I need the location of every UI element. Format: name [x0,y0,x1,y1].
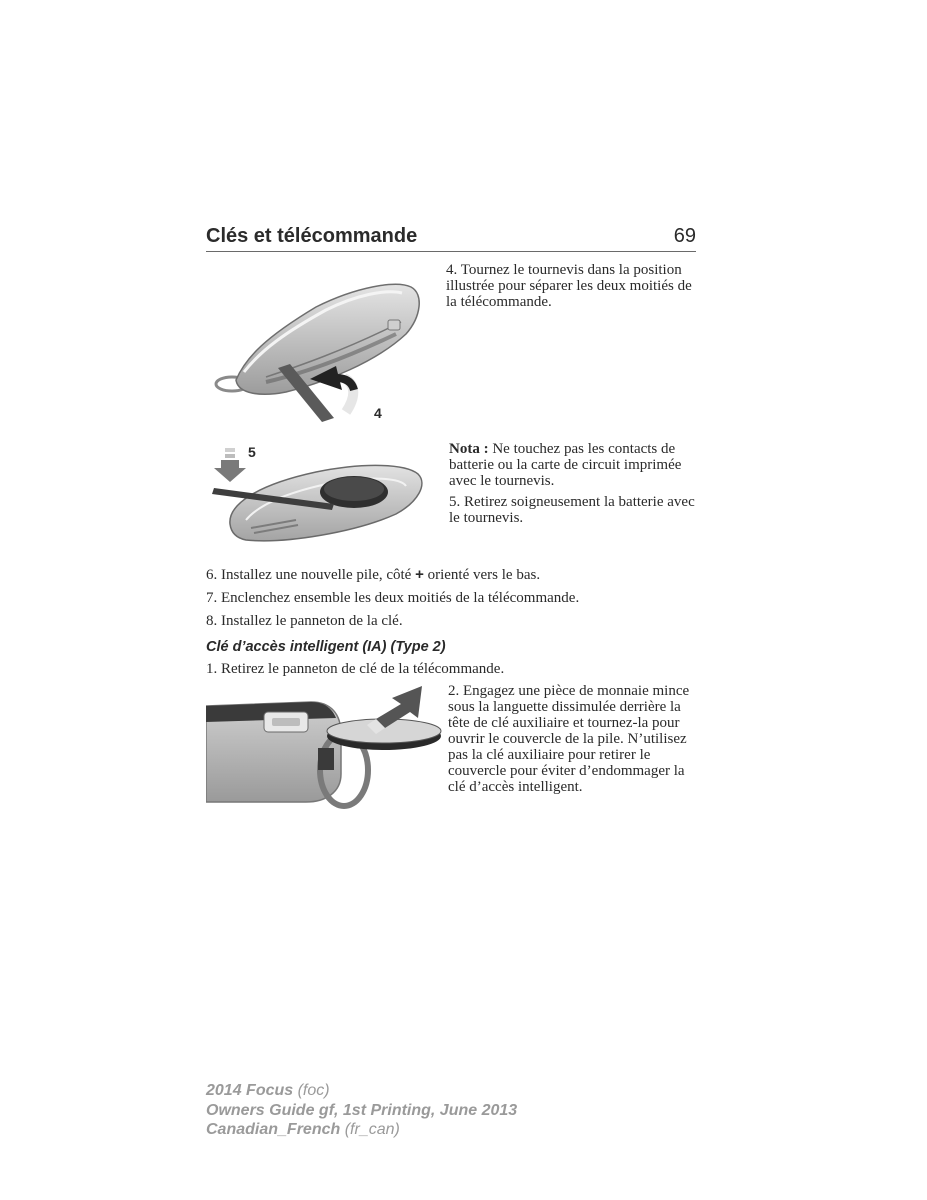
step-6-text [206,566,696,584]
step-5-text: 5. Retirez soigneusement la batterie avec le tournevis. [449,494,695,526]
figure-coin-cover [206,684,443,810]
note-body: Ne touchez pas les contacts de batterie ou la carte de circuit imprimée avec le tournevis. [449,441,682,489]
figure-separate-remote [206,262,441,427]
footer-line-3 [206,1120,706,1140]
smart-key-icon [206,702,368,806]
section-step-2-text: 2. Engagez une pièce de monnaie mince sous la languette dissimulée derrière la tête de clé auxiliaire et tournez-la pour ouvrir le couvercle de la pile. N’utilisez pas la clé auxiliaire pour retirer le couvercle pour éviter d’endommager la clé d’accès intelligent. [448,683,690,795]
figure-label-4: 4 [374,405,382,421]
step-4-text: 4. Tournez le tournevis dans la position illustrée pour séparer les deux moitiés de la télécommande. [446,262,692,310]
header-divider [206,251,696,252]
down-arrow-icon [214,448,246,482]
footer-line-1 [206,1081,706,1101]
step-8-text: 8. Installez le panneton de la clé. [206,613,403,629]
step-7-text: 7. Enclenchez ensemble les deux moitiés de la télécommande. [206,590,580,606]
section-heading: Clé d’accès intelligent (IA) (Type 2) [206,639,446,655]
footer-line-2: Owners Guide gf, 1st Printing, June 2013 [206,1101,518,1119]
figure-remove-battery [206,440,441,545]
figure-label-5: 5 [248,444,256,460]
battery-icon [320,476,388,508]
note-label: Nota : [449,441,489,457]
step-6-after: orienté vers le bas. [423,567,541,583]
page-number: 69 [673,225,696,247]
section-step-1-text: 1. Retirez le panneton de clé de la télécommande. [206,661,505,677]
page-title: Clés et télécommande [206,225,418,247]
footer-language: Canadian_French [206,1121,341,1138]
step-6-before: 6. Installez une nouvelle pile, côté [206,567,416,583]
footer-model: 2014 Focus [206,1082,294,1099]
note-text [449,441,696,489]
plus-symbol: + [415,566,424,583]
footer-language-code: (fr_can) [340,1121,400,1138]
footer-model-code: (foc) [293,1082,330,1099]
footer [206,1081,706,1140]
